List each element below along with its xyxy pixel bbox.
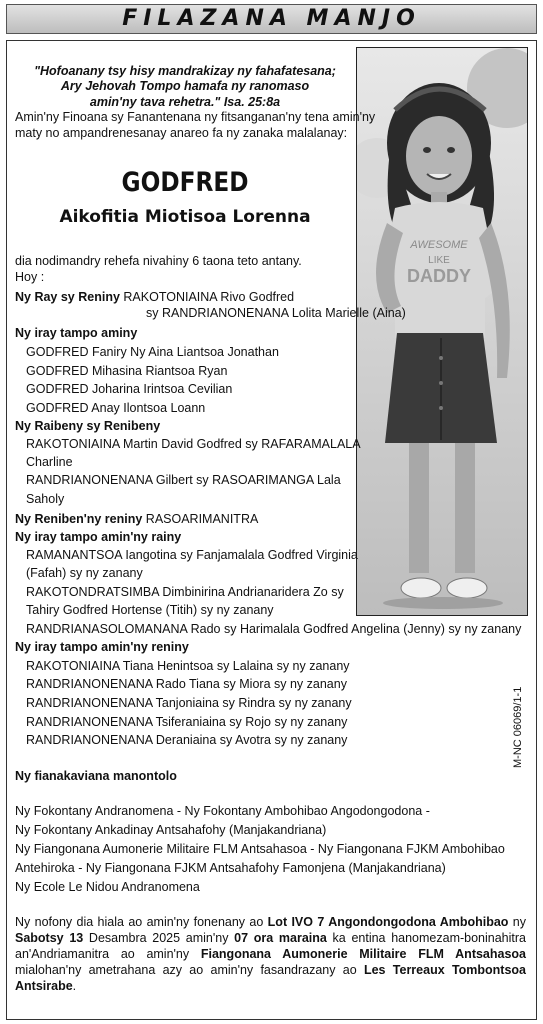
mother-sibling-item: RANDRIANONENANA Deraniaina sy Avotra sy ny zanany — [26, 733, 348, 747]
organization-line: Antehiroka - Ny Fiangonana FJKM Antsahafohy Famonjena (Manjakandriana) — [15, 861, 446, 875]
shirt-text-1: AWESOME — [410, 239, 468, 251]
intro-line-2: maty no ampandrenesanay anareo fa ny zanaka malalanay: — [15, 126, 348, 140]
sibling-item: GODFRED Anay Ilontsoa Loann — [26, 401, 206, 415]
sibling-item: GODFRED Faniry Ny Aina Liantsoa Jonathan — [26, 345, 279, 359]
father-sibling-item: RANDRIANASOLOMANANA Rado sy Harimalala Godfred Angelina (Jenny) sy ny zanany — [26, 622, 522, 636]
organization-line: Ny Fiangonana Aumonerie Militaire FLM Antsahasoa - Ny Fiangonana FJKM Ambohibao — [15, 842, 505, 856]
shirt-text-2: LIKE — [428, 255, 450, 266]
portrait-illustration — [357, 48, 527, 615]
siblings-label: Ny iray tampo aminy — [15, 326, 138, 340]
mother-sibling-item: RAKOTONIAINA Tiana Henintsoa sy Lalaina sy ny zanany — [26, 659, 350, 673]
announcement-header — [6, 4, 537, 34]
funeral-burial-place: Les Terreaux Tombontsoa Antsirabe — [15, 963, 527, 993]
father-sibling-item: (Fafah) sy ny zanany — [26, 566, 143, 580]
funeral-text: mialohan'ny ametrahana azy ao amin'ny fasandrazany ao — [15, 963, 364, 977]
great-grandmother-line — [15, 512, 258, 527]
sibling-item: GODFRED Mihasina Riantsoa Ryan — [26, 364, 228, 378]
funeral-time: 07 ora maraina — [234, 931, 327, 945]
death-statement: dia nodimandry rehefa nivahiny 6 taona teto antany. — [15, 254, 302, 268]
father-name: RAKOTONIAINA Rivo Godfred — [123, 290, 295, 304]
parents-line — [15, 290, 294, 305]
parents-label: Ny Ray sy Reniny — [15, 290, 120, 304]
mother-sibling-item: RANDRIANONENANA Tanjoniaina sy Rindra sy ny zanany — [26, 696, 352, 710]
extended-family: Ny fianakaviana manontolo — [15, 769, 177, 783]
mother-siblings-label: Ny iray tampo amin'ny reniny — [15, 640, 189, 654]
quote-line-3: amin'ny tava rehetra." Isa. 25:8a — [89, 95, 281, 109]
grandparents-item: Saholy — [26, 492, 65, 506]
funeral-text: . — [72, 979, 77, 993]
great-grandmother-label: Ny Reniben'ny reniny — [15, 512, 143, 526]
intro-line-1: Amin'ny Finoana sy Fanantenana ny fitsanganan'ny tena amin'ny — [15, 110, 376, 124]
organization-line: Ny Ecole Le Nidou Andranomena — [15, 880, 200, 894]
father-siblings-label: Ny iray tampo amin'ny rainy — [15, 530, 182, 544]
reference-code: M-NC 06069/1-1 — [512, 686, 524, 768]
father-sibling-item: Tahiry Godfred Hortense (Titih) sy ny zanany — [26, 603, 274, 617]
deceased-surname: GODFRED — [121, 167, 249, 198]
funeral-text: Desambra 2025 amin'ny — [83, 931, 235, 945]
header-title: FILAZANA MANJO — [122, 6, 421, 31]
quote-line-1: "Hofoanany tsy hisy mandrakizay ny fahafatesana; — [34, 64, 336, 78]
father-sibling-item: RAKOTONDRATSIMBA Dimbinirina Andrianaridera Zo sy — [26, 585, 344, 599]
organization-line: Ny Fokontany Ankadinay Antsahafohy (Manjakandriana) — [15, 823, 327, 837]
funeral-church: Fiangonana Aumonerie Militaire FLM Antsahasoa — [200, 947, 527, 961]
organization-line: Ny Fokontany Andranomena - Ny Fokontany Ambohibao Angodongodona - — [15, 804, 430, 818]
mother-sibling-item: RANDRIANONENANA Tsiferaniaina sy Rojo sy ny zanany — [26, 715, 348, 729]
grandparents-item: RAKOTONIAINA Martin David Godfred sy RAFARAMALALA — [26, 437, 361, 451]
quote-line-2: Ary Jehovah Tompo hamafa ny ranomaso — [60, 79, 310, 93]
mother-name: sy RANDRIANONENANA Lolita Marielle (Aina) — [146, 306, 406, 320]
hoy-label: Hoy : — [15, 270, 45, 284]
shirt-text-3: DADDY — [406, 266, 472, 286]
funeral-text: ny — [508, 915, 526, 929]
mother-sibling-item: RANDRIANONENANA Rado Tiana sy Miora sy ny zanany — [26, 677, 347, 691]
funeral-location: Lot IVO 7 Angondongodona Ambohibao — [267, 915, 509, 929]
funeral-details — [15, 914, 526, 994]
grandparents-label: Ny Raibeny sy Renibeny — [15, 419, 161, 433]
grandparents-item: Charline — [26, 455, 73, 469]
portrait-photo — [356, 47, 528, 616]
grandparents-item: RANDRIANONENANA Gilbert sy RASOARIMANGA Lala — [26, 473, 341, 487]
funeral-day: Sabotsy 13 — [15, 931, 84, 945]
father-sibling-item: RAMANANTSOA Iangotina sy Fanjamalala Godfred Virginia — [26, 548, 358, 562]
funeral-text: ka entina hanomezam-boninahitra an'Andriamanitra ao amin'ny — [15, 931, 527, 961]
great-grandmother-name: RASOARIMANITRA — [145, 512, 259, 526]
deceased-given-names: Aikofitia Miotisoa Lorenna — [59, 207, 311, 227]
sibling-item: GODFRED Joharina Irintsoa Cevilian — [26, 382, 233, 396]
funeral-text: Ny nofony dia hiala ao amin'ny fonenany ao — [15, 915, 268, 929]
